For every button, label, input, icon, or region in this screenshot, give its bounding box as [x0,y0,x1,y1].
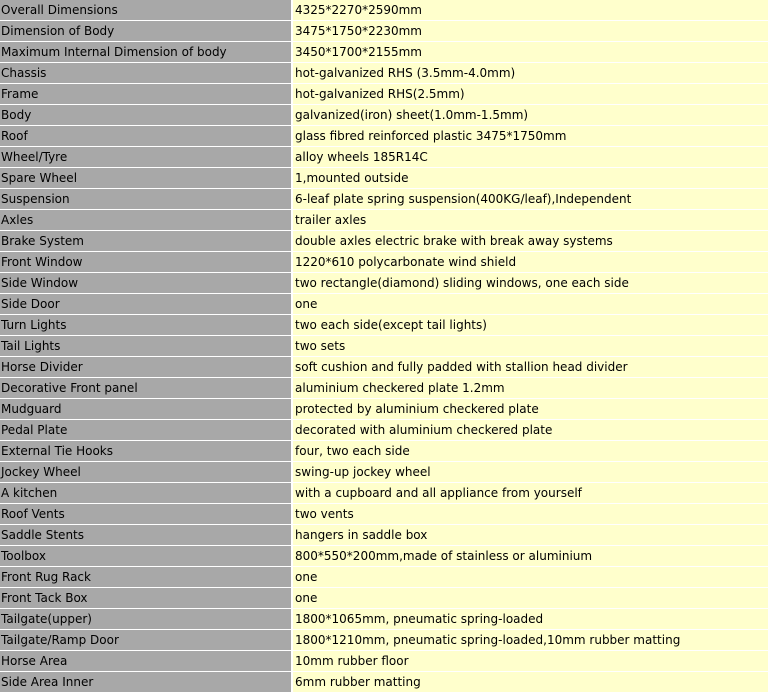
table-row [0,567,768,588]
table-row [0,630,768,651]
spec-value: trailer axles [292,210,768,231]
spec-value: two each side(except tail lights) [292,315,768,336]
table-row [0,21,768,42]
table-row [0,126,768,147]
table-row [0,252,768,273]
spec-value: glass fibred reinforced plastic 3475*1750mm [292,126,768,147]
table-row [0,210,768,231]
spec-label: Pedal Plate [0,420,292,441]
spec-value: 3475*1750*2230mm [292,21,768,42]
spec-value: hot-galvanized RHS (3.5mm-4.0mm) [292,63,768,84]
spec-value: 4325*2270*2590mm [292,0,768,21]
table-row [0,273,768,294]
spec-label: Side Door [0,294,292,315]
spec-value: 1,mounted outside [292,168,768,189]
table-row [0,399,768,420]
spec-value: aluminium checkered plate 1.2mm [292,378,768,399]
table-row [0,336,768,357]
table-row [0,0,768,21]
table-row [0,588,768,609]
spec-value: decorated with aluminium checkered plate [292,420,768,441]
spec-label: Chassis [0,63,292,84]
table-row [0,231,768,252]
spec-value: soft cushion and fully padded with stallion head divider [292,357,768,378]
spec-value: 3450*1700*2155mm [292,42,768,63]
table-row [0,483,768,504]
spec-label: Toolbox [0,546,292,567]
spec-label: Tail Lights [0,336,292,357]
table-row [0,294,768,315]
table-row [0,504,768,525]
spec-label: Side Window [0,273,292,294]
spec-value: one [292,588,768,609]
spec-value: hangers in saddle box [292,525,768,546]
table-row [0,609,768,630]
spec-label: Maximum Internal Dimension of body [0,42,292,63]
table-row [0,147,768,168]
spec-label: Mudguard [0,399,292,420]
table-row [0,546,768,567]
table-row [0,315,768,336]
spec-value: alloy wheels 185R14C [292,147,768,168]
table-row [0,525,768,546]
spec-label: Suspension [0,189,292,210]
spec-value: 1220*610 polycarbonate wind shield [292,252,768,273]
spec-value: double axles electric brake with break away systems [292,231,768,252]
spec-label: Saddle Stents [0,525,292,546]
spec-label: Horse Divider [0,357,292,378]
table-row [0,84,768,105]
spec-label: A kitchen [0,483,292,504]
table-row [0,105,768,126]
spec-value: two vents [292,504,768,525]
spec-label: Frame [0,84,292,105]
spec-label: Axles [0,210,292,231]
spec-label: Front Rug Rack [0,567,292,588]
spec-label: Dimension of Body [0,21,292,42]
spec-value: with a cupboard and all appliance from yourself [292,483,768,504]
spec-value: four, two each side [292,441,768,462]
table-row [0,42,768,63]
table-row [0,462,768,483]
spec-label: Side Area Inner [0,672,292,693]
spec-value: one [292,294,768,315]
spec-value: galvanized(iron) sheet(1.0mm-1.5mm) [292,105,768,126]
spec-value: two rectangle(diamond) sliding windows, one each side [292,273,768,294]
spec-label: Front Tack Box [0,588,292,609]
spec-label: Roof [0,126,292,147]
table-row [0,357,768,378]
spec-value: 6mm rubber matting [292,672,768,693]
spec-value: 10mm rubber floor [292,651,768,672]
spec-label: Turn Lights [0,315,292,336]
spec-label: Roof Vents [0,504,292,525]
spec-label: Wheel/Tyre [0,147,292,168]
table-row [0,651,768,672]
spec-label: Spare Wheel [0,168,292,189]
spec-value: protected by aluminium checkered plate [292,399,768,420]
spec-label: Tailgate(upper) [0,609,292,630]
spec-label: Decorative Front panel [0,378,292,399]
spec-label: Brake System [0,231,292,252]
table-row [0,672,768,693]
spec-label: Jockey Wheel [0,462,292,483]
table-row [0,63,768,84]
spec-value: 1800*1065mm, pneumatic spring-loaded [292,609,768,630]
spec-value: two sets [292,336,768,357]
spec-label: Horse Area [0,651,292,672]
spec-value: 6-leaf plate spring suspension(400KG/leaf),Independent [292,189,768,210]
spec-value: 800*550*200mm,made of stainless or aluminium [292,546,768,567]
spec-label: Body [0,105,292,126]
table-row [0,441,768,462]
spec-label: Front Window [0,252,292,273]
spec-label: External Tie Hooks [0,441,292,462]
table-row [0,189,768,210]
table-row [0,378,768,399]
spec-value: hot-galvanized RHS(2.5mm) [292,84,768,105]
spec-value: one [292,567,768,588]
spec-label: Tailgate/Ramp Door [0,630,292,651]
table-row [0,168,768,189]
table-row [0,420,768,441]
spec-value: swing-up jockey wheel [292,462,768,483]
spec-label: Overall Dimensions [0,0,292,21]
spec-value: 1800*1210mm, pneumatic spring-loaded,10mm rubber matting [292,630,768,651]
